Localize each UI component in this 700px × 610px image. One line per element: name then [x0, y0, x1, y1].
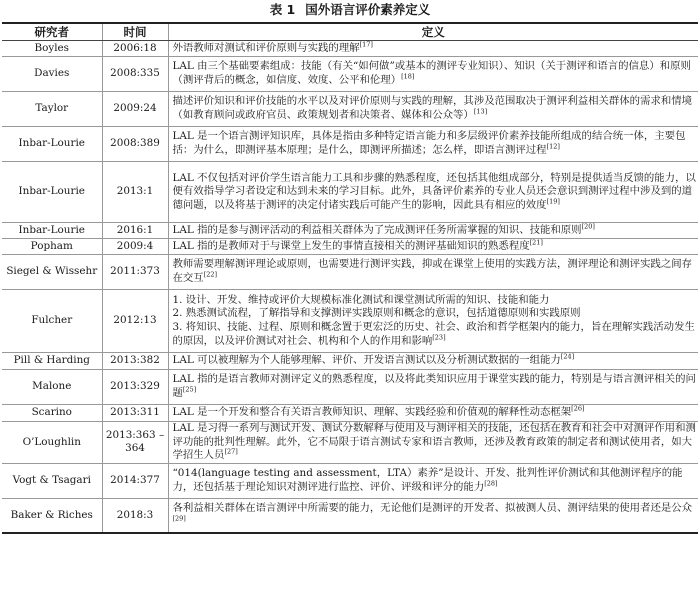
time-cell: 2013:1: [102, 162, 168, 223]
reference-marker: [24]: [560, 352, 575, 361]
researcher-cell: Boyles: [2, 41, 102, 57]
definition-text: LAL 指的是教师对于与课堂上发生的事情直接相关的测评基础知识的熟悉程度: [172, 239, 530, 252]
researcher-cell: Inbar-Lourie: [2, 162, 102, 223]
table-row: [2, 370, 698, 405]
researcher-cell: O’Loughlin: [2, 422, 102, 464]
definition-text: 外语教师对测试和评价原则与实践的理解: [172, 41, 360, 54]
header-row: [2, 23, 698, 41]
table-row: [2, 41, 698, 57]
reference-marker: [20]: [581, 222, 595, 231]
researcher-cell: Scarino: [2, 405, 102, 422]
researcher-cell: Vogt & Tsagari: [2, 463, 102, 498]
reference-marker: [22]: [203, 270, 218, 279]
definition-text: LAL 是一个语言测评知识库，具体是指由多种特定语言能力和多层级评价素养技能所组成的结合统一体，主要包括：为什么，即测评基本原理；是什么，即测评所描述；怎么样，即语言测评过程: [172, 130, 686, 156]
definition-text: LAL 由三个基础要素组成：技能（有关“如何做”或基本的测评专业知识）、知识（关于测评和语言的信息）和原则（测评背后的概念，如信度、效度、公平和伦理）: [172, 60, 691, 86]
researcher-cell: Malone: [2, 370, 102, 405]
header-time: 时间: [102, 23, 168, 41]
researcher-cell: Fulcher: [2, 290, 102, 353]
definition-cell: [168, 41, 698, 57]
definition-text: 各利益相关群体在语言测评中所需要的能力，无论他们是测评的开发者、拟被测人员、测评结果的使用者还是公众: [172, 501, 693, 514]
reference-marker: [25]: [182, 385, 197, 394]
table-row: [2, 57, 698, 92]
researcher-cell: Popham: [2, 239, 102, 255]
reference-marker: [13]: [473, 107, 488, 116]
time-cell: 2018:3: [102, 498, 168, 533]
time-cell: 2008:389: [102, 127, 168, 162]
definition-text: 2. 熟悉测试流程，了解指导和支撑测评实践原则和概念的意识，包括道德原则和实践原则: [172, 307, 581, 320]
time-cell: 2016:1: [102, 223, 168, 239]
time-cell: 2009:4: [102, 239, 168, 255]
header-researcher: 研究者: [2, 23, 102, 41]
reference-marker: [29]: [172, 514, 186, 523]
reference-marker: [23]: [432, 333, 446, 342]
reference-marker: [21]: [529, 238, 543, 247]
table-row: [2, 223, 698, 239]
definition-text: LAL 可以被理解为个人能够理解、评价、开发语言测试以及分析测试数据的一组能力: [172, 354, 561, 367]
table-row: [2, 405, 698, 422]
reference-marker: [17]: [359, 40, 373, 49]
definition-cell: [168, 353, 698, 370]
table-row: [2, 353, 698, 370]
definition-text: 3. 将知识、技能、过程、原则和概念置于更宏泛的历史、社会、政治和哲学框架内的能力，旨在理解实践活动发生的原因，以及评价测试对社会、机构和个人的作用和影响: [172, 321, 695, 347]
definition-cell: [168, 92, 698, 127]
definition-text: LAL 不仅包括对评价学生语言能力工具和步骤的熟悉程度，还包括其他组成部分，特别是提供适当反馈的能力，以便有效指导学习者设定和达到未来的学习目标。此外，具备评价素养的专业人员还会意识到测评过程中涉及到的道德问题，以及将基于测评的决定付诸实践后可能产生的影响，因此具有相应的效度: [172, 171, 696, 211]
researcher-cell: Taylor: [2, 92, 102, 127]
definition-text: LAL 指的是语言教师对测评定义的熟悉程度，以及将此类知识应用于课堂实践的能力，特别是与语言测评相关的问题: [172, 373, 696, 399]
definition-text: 1. 设计、开发、维持或评价大规模标准化测试和课堂测试所需的知识、技能和能力: [172, 293, 550, 306]
definition-cell: [168, 223, 698, 239]
table-row: [2, 162, 698, 223]
researcher-cell: Pill & Harding: [2, 353, 102, 370]
header-definition: 定义: [168, 23, 698, 41]
reference-marker: [12]: [546, 142, 560, 151]
table-body: [2, 41, 698, 534]
time-cell: 2012:13: [102, 290, 168, 353]
definition-cell: [168, 162, 698, 223]
definitions-table: [2, 22, 698, 534]
time-cell: 2014:377: [102, 463, 168, 498]
definition-text: LAL 指的是参与测评活动的利益相关群体为了完成测评任务所需掌握的知识、技能和原则: [172, 223, 582, 236]
time-cell: 2006:18: [102, 41, 168, 57]
researcher-cell: Baker & Riches: [2, 498, 102, 533]
definition-cell: [168, 498, 698, 533]
reference-marker: [19]: [546, 197, 560, 206]
time-cell: 2013:363 – 364: [102, 422, 168, 464]
table-caption: [0, 0, 700, 20]
time-cell: 2013:382: [102, 353, 168, 370]
definition-text: 描述评价知识和评价技能的水平以及对评价原则与实践的理解，其涉及范围取决于测评利益相关群体的需求和情境（如教育顾问或政府官员、政策规划者和决策者、媒体和公众等）: [172, 95, 693, 121]
definition-cell: [168, 127, 698, 162]
table-row: [2, 422, 698, 464]
researcher-cell: Inbar-Lourie: [2, 223, 102, 239]
time-cell: 2013:329: [102, 370, 168, 405]
time-cell: 2013:311: [102, 405, 168, 422]
table-row: [2, 239, 698, 255]
definition-cell: [168, 422, 698, 464]
definition-text: “014(language testing and assessment，LTA）素养”是设计、开发、批判性评价测试和其他测评程序的能力，还包括基于理论知识对测评进行监控、评价、评级和评分的能力: [172, 467, 683, 493]
table-title: 国外语言评价素养定义: [305, 2, 431, 17]
reference-marker: [26]: [571, 404, 585, 413]
definition-text: 教师需要理解测评理论或原则，也需要进行测评实践，抑或在课堂上使用的实践方法，测评理论和测评实践之间存在交互: [172, 258, 693, 284]
definition-text: LAL 是习得一系列与测试开发、测试分数解释与使用及与测评相关的技能，还包括在教育和社会中对测评作用和测评功能的批判性理解。此外，它不局限于语言测试专家和语言教师，还涉及教育政策的制定者和测试使用者，如大学招生人员: [172, 422, 696, 462]
researcher-cell: Davies: [2, 57, 102, 92]
table-row: [2, 92, 698, 127]
reference-marker: [18]: [401, 72, 415, 81]
table-row: [2, 498, 698, 533]
definition-text: LAL 是一个开发和整合有关语言教师知识、理解、实践经验和价值观的解释性动态框架: [172, 406, 572, 419]
researcher-cell: Inbar-Lourie: [2, 127, 102, 162]
researcher-cell: Siegel & Wissehr: [2, 255, 102, 290]
time-cell: 2011:373: [102, 255, 168, 290]
table-row: [2, 290, 698, 353]
table-row: [2, 463, 698, 498]
time-cell: 2009:24: [102, 92, 168, 127]
definition-cell: [168, 57, 698, 92]
definition-cell: [168, 290, 698, 353]
definition-cell: [168, 405, 698, 422]
reference-marker: [27]: [224, 447, 238, 456]
definition-cell: [168, 370, 698, 405]
definition-cell: [168, 239, 698, 255]
table-row: [2, 255, 698, 290]
reference-marker: [28]: [484, 479, 498, 488]
table-row: [2, 127, 698, 162]
table-number: 表 1: [269, 2, 296, 17]
time-cell: 2008:335: [102, 57, 168, 92]
definition-cell: [168, 255, 698, 290]
definition-cell: [168, 463, 698, 498]
